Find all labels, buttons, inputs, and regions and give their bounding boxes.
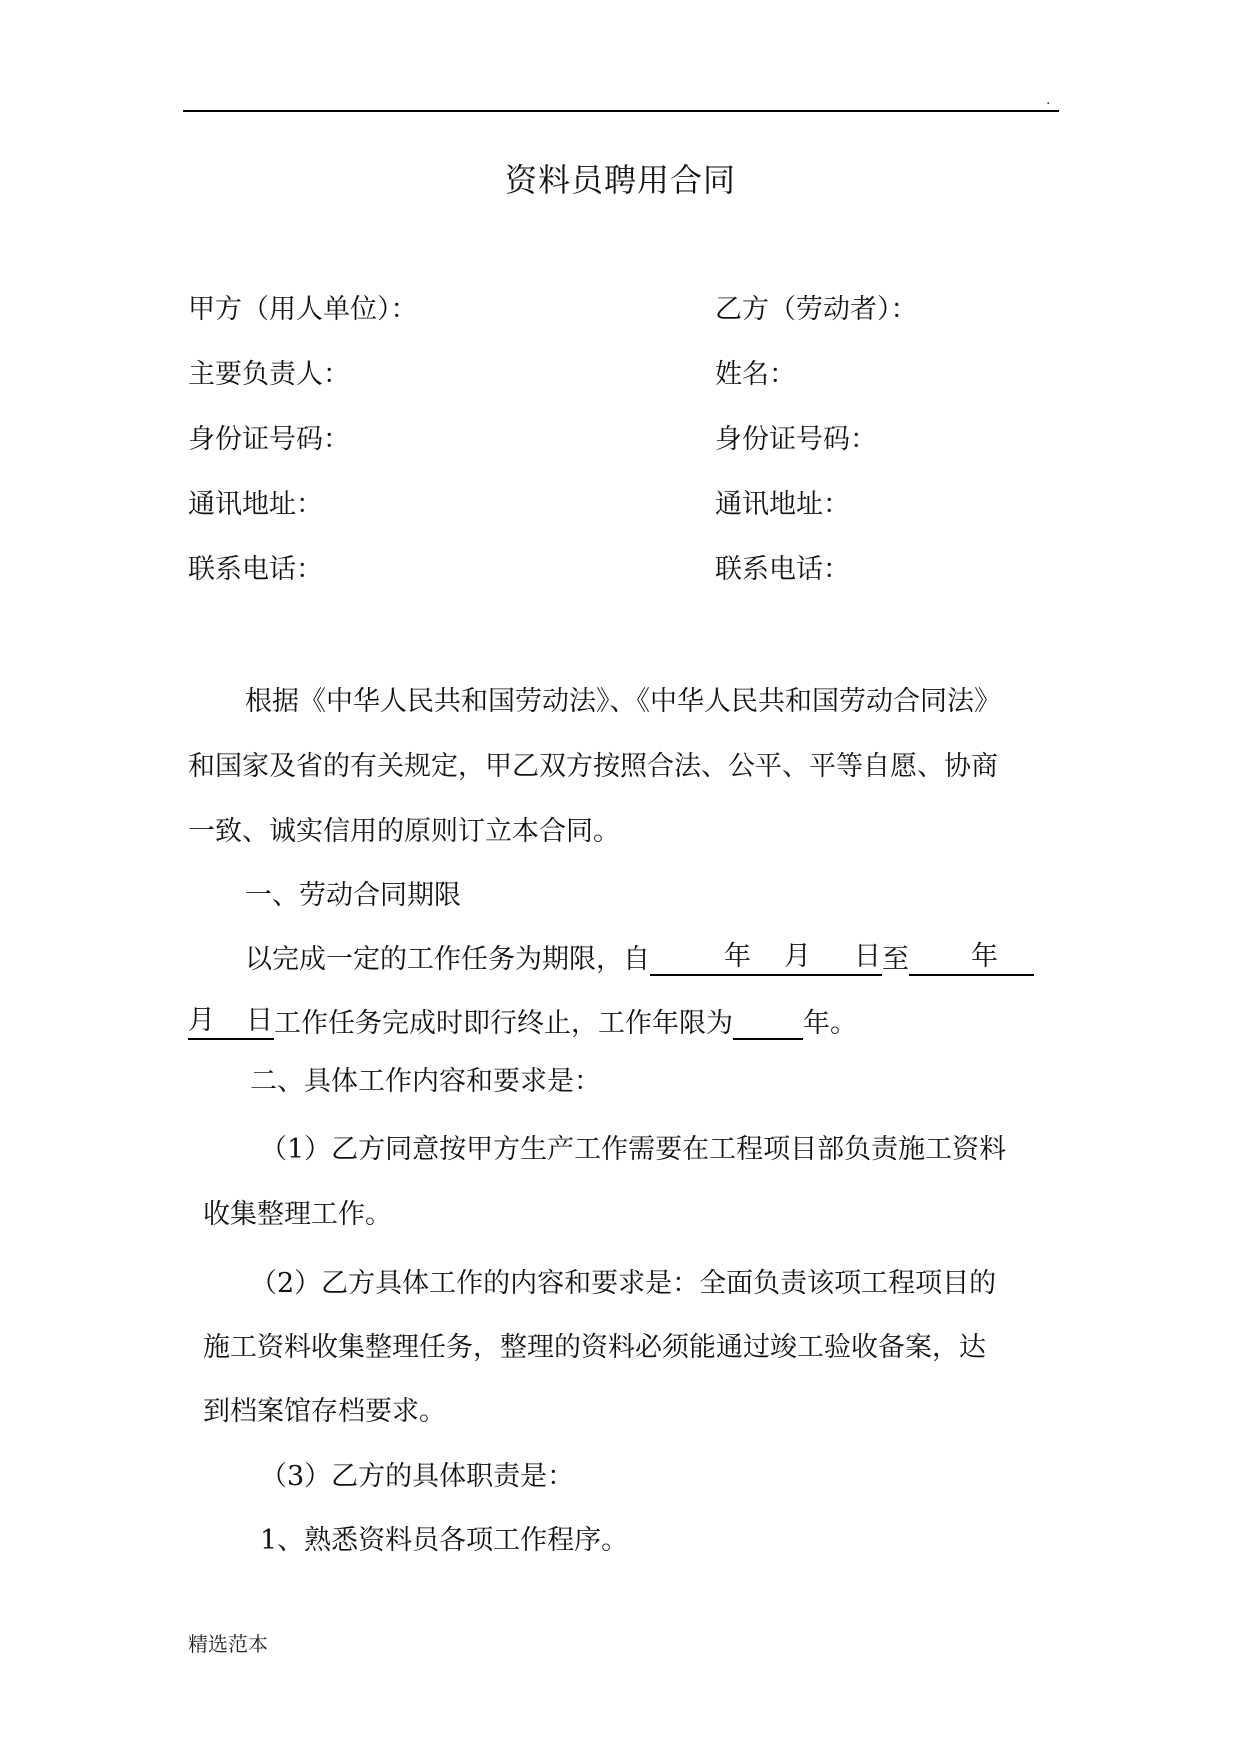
from-day-label: 日 <box>854 941 881 972</box>
to-month-label: 月 <box>188 1005 215 1036</box>
item-1-line: （1）乙方同意按甲方生产工作需要在工程项目部负责施工资料 <box>260 1134 1007 1165</box>
party-a-id-number-label: 身份证号码： <box>188 424 350 455</box>
party-info-row <box>188 550 1088 590</box>
term-line-1 <box>245 940 1034 980</box>
term-line-2 <box>188 1004 857 1044</box>
preamble-line: 和国家及省的有关规定，甲乙双方按照合法、公平、平等自愿、协商 <box>188 751 998 782</box>
header-rule <box>183 110 1059 112</box>
party-a-responsible-person-label: 主要负责人： <box>188 359 350 390</box>
from-month-label: 月 <box>784 941 811 972</box>
party-info-row <box>188 355 1088 395</box>
to-day-label: 日 <box>246 1005 273 1036</box>
party-info-row <box>188 420 1088 460</box>
footer-label: 精选范本 <box>188 1632 268 1656</box>
party-b-phone-label: 联系电话： <box>715 554 850 585</box>
item-2-line: 施工资料收集整理任务，整理的资料必须能通过竣工验收备案，达 <box>203 1332 986 1363</box>
work-years-blank <box>733 1004 803 1040</box>
section-heading-contract-term: 一、劳动合同期限 <box>245 880 461 911</box>
party-a-phone-label: 联系电话： <box>188 554 323 585</box>
section-heading-work-content: 二、具体工作内容和要求是： <box>250 1066 601 1097</box>
party-info-row <box>188 485 1088 525</box>
party-b-name-label: 姓名： <box>715 359 796 390</box>
party-a-employer-label: 甲方（用人单位）： <box>188 294 418 325</box>
document-title: 资料员聘用合同 <box>504 161 736 199</box>
item-2-line: 到档案馆存档要求。 <box>203 1396 446 1427</box>
from-year-label: 年 <box>724 941 751 972</box>
party-b-address-label: 通讯地址： <box>715 489 850 520</box>
item-2-line: （2）乙方具体工作的内容和要求是：全面负责该项工程项目的 <box>250 1268 997 1299</box>
item-1-line: 收集整理工作。 <box>203 1199 392 1230</box>
from-date-blank <box>650 940 882 976</box>
to-month-day-blank <box>188 1004 274 1040</box>
to-year-label: 年 <box>971 941 998 972</box>
preamble-line: 一致、诚实信用的原则订立本合同。 <box>188 816 620 847</box>
party-a-address-label: 通讯地址： <box>188 489 323 520</box>
item-3-line: （3）乙方的具体职责是： <box>260 1461 575 1492</box>
party-info-row <box>188 290 1088 330</box>
duty-1-line: 1、熟悉资料员各项工作程序。 <box>260 1525 629 1556</box>
party-b-id-number-label: 身份证号码： <box>715 424 877 455</box>
to-word-text: 至 <box>882 944 909 975</box>
header-dot: . <box>1046 92 1051 108</box>
preamble-line: 根据《中华人民共和国劳动法》、《中华人民共和国劳动合同法》 <box>245 686 1001 717</box>
to-year-blank <box>909 940 1034 976</box>
term-suffix-text: 年。 <box>803 1008 857 1039</box>
party-b-worker-label: 乙方（劳动者）： <box>715 294 918 325</box>
term-prefix-text: 以完成一定的工作任务为期限，自 <box>245 944 650 975</box>
term-middle-text: 工作任务完成时即行终止，工作年限为 <box>274 1008 733 1039</box>
